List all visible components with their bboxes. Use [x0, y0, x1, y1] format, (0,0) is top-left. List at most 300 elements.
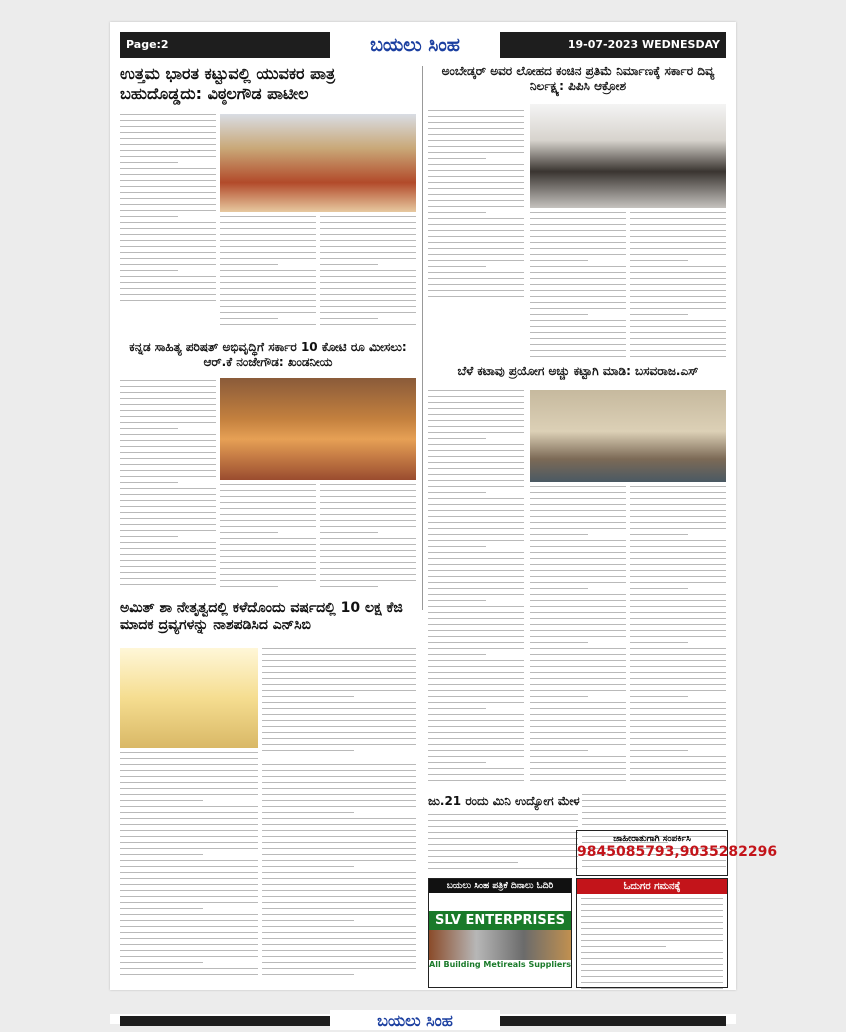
text-line [120, 764, 258, 765]
text-line [530, 768, 626, 769]
text-line [630, 332, 726, 333]
text-line [320, 234, 416, 235]
text-line [320, 586, 378, 587]
text-line [262, 872, 416, 873]
text-line [262, 938, 416, 939]
text-line [630, 218, 726, 219]
text-line [320, 300, 416, 301]
text-line [530, 272, 626, 273]
text-line [320, 246, 416, 247]
text-line [428, 504, 524, 505]
ad-subscribe-title: ಬಯಲು ಸಿಂಹ ಪತ್ರಿಕೆ ದಿನಾಲು ಓದಿರಿ [429, 879, 571, 893]
text-line [120, 938, 258, 939]
text-line [530, 720, 626, 721]
text-line [630, 338, 726, 339]
text-line [630, 684, 726, 685]
text-line [630, 672, 726, 673]
text-line [630, 326, 726, 327]
text-line [530, 212, 626, 213]
text-line [220, 586, 278, 587]
text-line [428, 420, 524, 421]
text-line [428, 498, 524, 499]
text-line [530, 236, 626, 237]
text-line [530, 558, 626, 559]
text-line [630, 296, 726, 297]
text-line [582, 824, 726, 825]
text-line [630, 504, 726, 505]
newspaper-page [110, 22, 778, 990]
text-line [428, 780, 524, 781]
text-line [120, 398, 216, 399]
text-line [530, 284, 626, 285]
text-line [120, 234, 216, 235]
text-line [530, 762, 626, 763]
ad-contact-title: ಜಾಹೀರಾತುಗಾಗಿ ಸಂಪರ್ಕಿಸಿ [613, 834, 691, 844]
text-line [581, 928, 723, 929]
text-line [630, 284, 726, 285]
text-line [428, 218, 524, 219]
text-line [428, 814, 578, 815]
text-line [428, 516, 524, 517]
text-line [428, 194, 524, 195]
text-line [581, 988, 723, 989]
text-line [262, 866, 354, 867]
text-line [630, 750, 688, 751]
text-line [120, 554, 216, 555]
text-line [630, 528, 726, 529]
text-line [428, 768, 524, 769]
text-line [428, 660, 524, 661]
text-line [530, 254, 626, 255]
text-line [530, 492, 626, 493]
text-line [630, 630, 726, 631]
article-kannada-col2 [220, 484, 316, 594]
text-line [530, 290, 626, 291]
text-line [630, 648, 726, 649]
text-line [320, 514, 416, 515]
text-line [120, 806, 258, 807]
text-line [630, 320, 726, 321]
text-line [120, 114, 216, 115]
text-line [262, 726, 416, 727]
text-line [428, 642, 524, 643]
text-line [581, 952, 723, 953]
text-line [630, 486, 726, 487]
text-line [428, 206, 524, 207]
text-line [220, 544, 316, 545]
text-line [428, 636, 524, 637]
text-line [530, 552, 626, 553]
text-line [120, 974, 258, 975]
text-line [630, 756, 726, 757]
text-line [428, 170, 524, 171]
text-line [428, 212, 486, 213]
text-line [428, 116, 524, 117]
text-line [120, 126, 216, 127]
photo-ambedkar-group [530, 104, 726, 208]
text-line [220, 526, 316, 527]
text-line [428, 140, 524, 141]
text-line [262, 794, 416, 795]
text-line [120, 512, 216, 513]
text-line [428, 450, 524, 451]
text-line [120, 950, 258, 951]
text-line [120, 530, 216, 531]
text-line [120, 458, 216, 459]
text-line [530, 744, 626, 745]
text-line [120, 932, 258, 933]
text-line [630, 534, 688, 535]
text-line [120, 162, 178, 163]
text-line [262, 896, 416, 897]
text-line [581, 940, 723, 941]
issue-date: 19-07-2023 WEDNESDAY [567, 38, 720, 51]
text-line [262, 782, 416, 783]
text-line [530, 296, 626, 297]
text-line [120, 782, 258, 783]
text-line [262, 800, 416, 801]
text-line [428, 522, 524, 523]
text-line [220, 520, 316, 521]
text-line [630, 260, 688, 261]
text-line [320, 312, 416, 313]
text-line [220, 216, 316, 217]
text-line [428, 666, 524, 667]
text-line [630, 576, 726, 577]
text-line [630, 738, 726, 739]
text-line [630, 254, 726, 255]
text-line [120, 246, 216, 247]
text-line [220, 496, 316, 497]
text-line [530, 498, 626, 499]
text-line [120, 896, 258, 897]
text-line [120, 464, 216, 465]
text-line [530, 624, 626, 625]
text-line [320, 240, 416, 241]
text-line [428, 260, 524, 261]
text-line [428, 122, 524, 123]
text-line [582, 806, 726, 807]
text-line [120, 144, 216, 145]
text-line [220, 514, 316, 515]
text-line [530, 576, 626, 577]
text-line [120, 222, 216, 223]
text-line [220, 294, 316, 295]
text-line [320, 252, 416, 253]
text-line [220, 490, 316, 491]
text-line [428, 582, 524, 583]
text-line [530, 600, 626, 601]
text-line [220, 306, 316, 307]
text-line [428, 414, 524, 415]
text-line [630, 588, 688, 589]
text-line [120, 204, 216, 205]
text-line [530, 278, 626, 279]
text-line [428, 624, 524, 625]
text-line [220, 484, 316, 485]
text-line [530, 248, 626, 249]
text-line [428, 552, 524, 553]
text-line [120, 842, 258, 843]
text-line [120, 186, 216, 187]
text-line [428, 714, 524, 715]
text-line [320, 276, 416, 277]
text-line [630, 600, 726, 601]
text-line [120, 392, 216, 393]
text-line [428, 844, 578, 845]
text-line [428, 390, 524, 391]
text-line [120, 470, 216, 471]
text-line [630, 212, 726, 213]
text-line [428, 290, 524, 291]
text-line [428, 128, 524, 129]
ad-company-tagline: All Building Metireals Suppliers [429, 960, 571, 969]
text-line [428, 594, 524, 595]
text-line [428, 272, 524, 273]
text-line [120, 294, 216, 295]
text-line [428, 254, 524, 255]
text-line [120, 288, 216, 289]
text-line [581, 916, 723, 917]
text-line [320, 568, 416, 569]
headline-kannada-parishat: ಕನ್ನಡ ಸಾಹಿತ್ಯ ಪರಿಷತ್ ಅಭಿವೃದ್ಧಿಗೆ ಸರ್ಕಾರ 10 ಕೋಟಿ ರೂ ಮೀಸಲು: ಆರ್.ಕೆ ನಂಜೇಗೌಡ: ಖಂಡನೀಯ [129, 340, 407, 369]
text-line [120, 536, 178, 537]
text-line [120, 962, 203, 963]
text-line [582, 800, 726, 801]
text-line [120, 752, 258, 753]
text-line [630, 696, 688, 697]
text-line [262, 854, 416, 855]
text-line [630, 732, 726, 733]
text-line [630, 564, 726, 565]
text-line [428, 396, 524, 397]
text-line [220, 222, 316, 223]
text-line [220, 580, 316, 581]
text-line [530, 516, 626, 517]
ad-slv-enterprises [428, 878, 572, 988]
text-line [262, 714, 416, 715]
text-line [630, 498, 726, 499]
text-line [262, 818, 416, 819]
text-line [530, 666, 626, 667]
text-line [428, 134, 524, 135]
text-line [428, 726, 524, 727]
text-line [120, 416, 216, 417]
photo-kannada-leaders [220, 378, 416, 480]
text-line [428, 158, 486, 159]
text-line [120, 452, 216, 453]
text-line [581, 958, 723, 959]
text-line [428, 702, 524, 703]
text-line [630, 266, 726, 267]
text-line [530, 522, 626, 523]
text-line [120, 506, 216, 507]
text-line [530, 648, 626, 649]
text-line [120, 878, 258, 879]
text-line [530, 696, 588, 697]
text-line [262, 860, 416, 861]
text-line [120, 428, 178, 429]
text-line [120, 168, 216, 169]
ad-company-name: SLV ENTERPRISES [429, 911, 571, 930]
text-line [220, 318, 278, 319]
text-line [120, 446, 216, 447]
text-line [220, 240, 316, 241]
text-line [428, 600, 486, 601]
text-line [262, 666, 416, 667]
text-line [428, 832, 578, 833]
text-line [630, 344, 726, 345]
text-line [262, 672, 416, 673]
text-line [630, 594, 726, 595]
text-line [120, 800, 203, 801]
article-kannada-col3 [320, 484, 416, 594]
headline-youth-role: ಉತ್ತಮ ಭಾರತ ಕಟ್ಟುವಲ್ಲಿ ಯುವಕರ ಪಾತ್ರ ಬಹುದೊಡ್ಡದು: ವಿಠ್ಠಲಗೌಡ ಪಾಟೀಲ [120, 64, 336, 103]
text-line [630, 690, 726, 691]
text-line [320, 538, 416, 539]
text-line [120, 956, 258, 957]
text-line [320, 502, 416, 503]
text-line [630, 516, 726, 517]
text-line [428, 588, 524, 589]
headline-ncb-drugs: ಅಮಿತ್ ಶಾ ನೇತೃತ್ವದಲ್ಲಿ ಕಳೆದೊಂದು ವರ್ಷದಲ್ಲಿ 10 ಲಕ್ಷ ಕೆಜಿ ಮಾದಕ ದ್ರವ್ಯಗಳನ್ನು ನಾಶಪಡಿಸಿದ ಎನ್‌ಸಿಬಿ [120, 600, 403, 634]
text-line [428, 720, 524, 721]
text-line [262, 836, 416, 837]
text-line [120, 440, 216, 441]
text-line [530, 708, 626, 709]
text-line [630, 570, 726, 571]
text-line [428, 146, 524, 147]
newspaper-logo: ಬಯಲು ಸಿಂಹ [330, 32, 500, 58]
text-line [630, 744, 726, 745]
text-line [428, 750, 524, 751]
text-line [630, 236, 726, 237]
text-line [262, 968, 416, 969]
text-line [320, 484, 416, 485]
text-line [582, 818, 726, 819]
text-line [630, 726, 726, 727]
text-line [530, 266, 626, 267]
text-line [630, 224, 726, 225]
article-youth-role-col3 [320, 216, 416, 332]
text-line [428, 868, 578, 869]
text-line [262, 962, 416, 963]
text-line [320, 216, 416, 217]
text-line [120, 240, 216, 241]
text-line [530, 642, 588, 643]
text-line [120, 264, 216, 265]
text-line [120, 920, 258, 921]
text-line [120, 216, 178, 217]
text-line [428, 152, 524, 153]
text-line [320, 282, 416, 283]
text-line [320, 306, 416, 307]
text-line [630, 546, 726, 547]
article-youth-role-body [120, 114, 216, 310]
text-line [428, 110, 524, 111]
text-line [428, 432, 524, 433]
ad-contact [576, 830, 778, 876]
text-line [262, 720, 416, 721]
text-line [581, 964, 723, 965]
text-line [262, 708, 416, 709]
text-line [630, 278, 726, 279]
text-line [120, 926, 258, 927]
text-line [262, 788, 416, 789]
text-line [120, 794, 258, 795]
text-line [530, 260, 588, 261]
text-line [120, 818, 258, 819]
text-line [530, 756, 626, 757]
text-line [630, 492, 726, 493]
text-line [120, 488, 216, 489]
text-line [630, 618, 726, 619]
text-line [120, 572, 216, 573]
text-line [428, 296, 524, 297]
text-line [530, 230, 626, 231]
text-line [262, 770, 416, 771]
text-line [428, 672, 524, 673]
text-line [262, 884, 416, 885]
text-line [120, 500, 216, 501]
text-line [630, 540, 726, 541]
text-line [120, 518, 216, 519]
text-line [630, 642, 688, 643]
text-line [320, 544, 416, 545]
text-line [262, 902, 416, 903]
text-line [428, 570, 524, 571]
text-line [428, 618, 524, 619]
article-crop-col2 [530, 486, 626, 790]
text-line [428, 826, 578, 827]
text-line [530, 534, 588, 535]
text-line [120, 380, 216, 381]
text-line [428, 248, 524, 249]
text-line [220, 252, 316, 253]
text-line [220, 324, 316, 325]
text-line [120, 908, 203, 909]
text-line [428, 278, 524, 279]
text-line [428, 546, 486, 547]
text-line [262, 950, 416, 951]
next-page-strip [110, 1011, 736, 1030]
text-line [630, 290, 726, 291]
text-line [428, 402, 524, 403]
text-line [120, 848, 258, 849]
text-line [530, 636, 626, 637]
text-line [630, 558, 726, 559]
text-line [530, 630, 626, 631]
text-line [630, 552, 726, 553]
text-line [120, 258, 216, 259]
text-line [120, 150, 216, 151]
text-line [220, 276, 316, 277]
text-line [220, 568, 316, 569]
text-line [120, 548, 216, 549]
text-line [428, 492, 486, 493]
text-line [428, 510, 524, 511]
text-line [262, 932, 416, 933]
text-line [530, 660, 626, 661]
text-line [120, 584, 216, 585]
text-line [320, 574, 416, 575]
headline-crop-harvest: ಬೆಳೆ ಕಟಾವು ಪ್ರಯೋಗ ಅಚ್ಚು ಕಟ್ಟಾಗಿ ಮಾಡಿ: ಬಸವರಾಜ.ಎಸ್ [457, 364, 699, 378]
text-line [428, 242, 524, 243]
text-line [428, 408, 524, 409]
text-line [120, 180, 216, 181]
text-line [120, 524, 216, 525]
text-line [530, 774, 626, 775]
